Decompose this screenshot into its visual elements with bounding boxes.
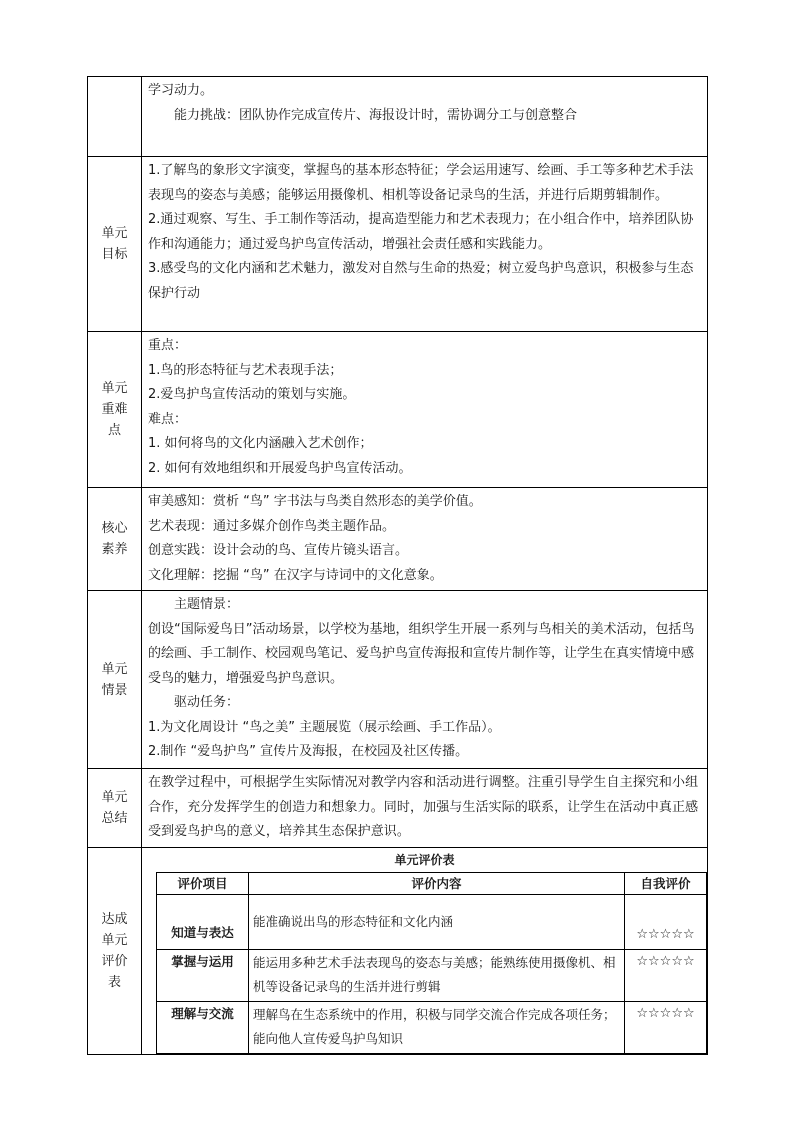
unit-goals-content	[142, 157, 708, 332]
goal-item: 1.了解鸟的象形文字演变，掌握鸟的基本形态特征；学会运用速写、绘画、手工等多种艺术手法表现鸟的姿态与美感；能够运用摄像机、相机等设备记录鸟的生活，并进行后期剪辑制作。	[148, 163, 694, 203]
label-unit-situation: 单元 情景	[88, 591, 142, 769]
row-key-points	[88, 332, 708, 488]
header-item: 评价项目	[157, 872, 249, 894]
row-unit-summary	[88, 769, 708, 848]
row-continuation	[88, 77, 708, 157]
evaluation-row	[157, 1001, 707, 1053]
text-line: 能力挑战：团队协作完成宣传片、海报设计时，需协调分工与创意整合	[174, 107, 578, 123]
row-unit-situation	[88, 591, 708, 769]
task-item: 2.制作 “爱鸟护鸟” 宣传片及海报，在校园及社区传播。	[148, 744, 469, 759]
evaluation-content: 理解鸟在生态系统中的作用，积极与同学交流合作完成各项任务；能向他人宣传爱鸟护鸟知识	[249, 1001, 625, 1053]
unit-summary-text: 在教学过程中，可根据学生实际情况对教学内容和活动进行调整。注重引导学生自主探究和小组合作，充分发挥学生的创造力和想象力。同时，加强与生活实际的联系，让学生在活动中真正感受到爱鸟护鸟的意义，培养其生态保护意识。	[142, 769, 708, 848]
row-unit-evaluation	[88, 847, 708, 1054]
text-line: 2.爱鸟护鸟宣传活动的策划与实施。	[148, 387, 356, 402]
text-line: 艺术表现：通过多媒介创作鸟类主题作品。	[148, 518, 396, 534]
evaluation-item: 知道与表达	[157, 894, 249, 949]
evaluation-row	[157, 949, 707, 1001]
unit-design-table	[87, 76, 708, 1055]
text-line: 创意实践：设计会动的鸟、宣传片镜头语言。	[148, 543, 409, 558]
evaluation-item: 理解与交流	[157, 1001, 249, 1053]
document-page	[87, 76, 707, 1055]
theme-title: 主题情景：	[174, 597, 240, 612]
label-unit-summary: 单元 总结	[88, 769, 142, 848]
text-line: 文化理解：挖掘 “鸟” 在汉字与诗词中的文化意象。	[148, 567, 443, 583]
row-core-literacy	[88, 488, 708, 591]
evaluation-content: 能准确说出鸟的形态特征和文化内涵	[249, 894, 625, 949]
self-eval-stars[interactable]: ☆☆☆☆☆	[625, 1001, 707, 1053]
evaluation-table-title: 单元评价表	[394, 852, 455, 867]
evaluation-content: 能运用多种艺术手法表现鸟的姿态与美感；能熟练使用摄像机、相机等设备记录鸟的生活并进行剪辑	[249, 949, 625, 1001]
label-unit-evaluation: 达成 单元 评价 表	[88, 847, 142, 1054]
row-unit-goals	[88, 157, 708, 332]
evaluation-table	[156, 872, 707, 1054]
unit-situation-content	[142, 591, 708, 769]
task-item: 1.为文化周设计 “鸟之美” 主题展览（展示绘画、手工作品）。	[148, 719, 501, 735]
self-eval-stars[interactable]: ☆☆☆☆☆	[625, 894, 707, 949]
text-line: 难点：	[148, 411, 188, 427]
self-eval-stars[interactable]: ☆☆☆☆☆	[625, 949, 707, 1001]
text-line: 1. 如何将鸟的文化内涵融入艺术创作；	[148, 436, 373, 451]
text-line: 重点：	[148, 338, 188, 353]
goal-item: 3.感受鸟的文化内涵和艺术魅力，激发对自然与生命的热爱；树立爱鸟护鸟意识，积极参与生态保护行动	[148, 261, 694, 301]
text-line: 2. 如何有效地组织和开展爱鸟护鸟宣传活动。	[148, 460, 412, 476]
task-title: 驱动任务：	[174, 695, 240, 710]
text-line: 审美感知：赏析 “鸟” 字书法与鸟类自然形态的美学价值。	[148, 494, 482, 509]
text-line: 1.鸟的形态特征与艺术表现手法；	[148, 362, 343, 378]
continuation-content	[142, 77, 708, 157]
header-self-eval: 自我评价	[625, 872, 707, 894]
theme-text: 创设“国际爱鸟日”活动场景，以学校为基地，组织学生开展一系列与鸟相关的美术活动，包括鸟的绘画、手工制作、校园观鸟笔记、爱鸟护鸟宣传海报和宣传片制作等，让学生在真实情境中感受鸟的魅力，增强爱鸟护鸟意识。	[148, 621, 695, 686]
goal-item: 2.通过观察、写生、手工制作等活动，提高造型能力和艺术表现力；在小组合作中，培养团队协作和沟通能力；通过爱鸟护鸟宣传活动，增强社会责任感和实践能力。	[148, 212, 694, 252]
label-key-points: 单元 重难 点	[88, 332, 142, 488]
evaluation-header-row	[157, 872, 707, 894]
evaluation-cell	[142, 847, 708, 1054]
evaluation-row	[157, 894, 707, 949]
label-core-literacy: 核心 素养	[88, 488, 142, 591]
core-literacy-content	[142, 488, 708, 591]
header-content: 评价内容	[249, 872, 625, 894]
row-label-empty	[88, 77, 142, 157]
label-unit-goals: 单元 目标	[88, 157, 142, 332]
text-line: 学习动力。	[148, 83, 214, 98]
key-points-content	[142, 332, 708, 488]
evaluation-item: 掌握与运用	[157, 949, 249, 1001]
